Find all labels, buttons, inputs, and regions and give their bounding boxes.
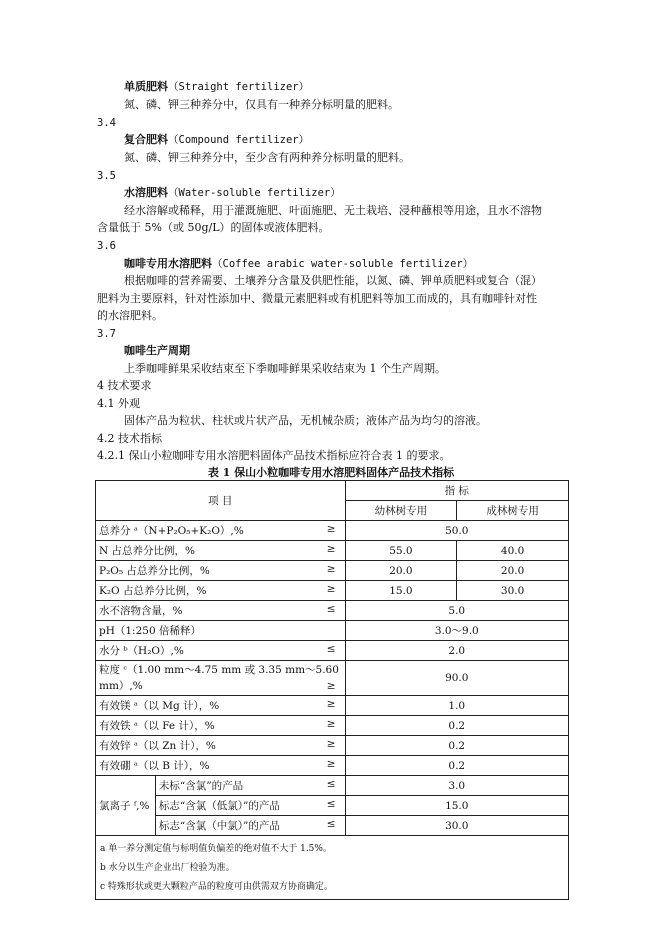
table-row <box>96 696 569 716</box>
row-value: 3.0～9.0 <box>345 621 568 641</box>
row-value: 30.0 <box>345 816 568 836</box>
row-symbol: ≥ <box>326 523 336 535</box>
row-label: 未标“含氯”的产品 <box>158 780 244 792</box>
term-definition-line: 含量低于 5%（或 50g/L）的固体或液体肥料。 <box>97 221 330 234</box>
table-row <box>96 521 569 541</box>
row-symbol: ≥ <box>326 738 336 750</box>
row-value-mature: 40.0 <box>457 541 569 561</box>
section-text: 4.2.1 保山小粒咖啡专用水溶肥料固体产品技术指标应符合表 1 的要求。 <box>97 449 451 462</box>
row-value-young: 20.0 <box>345 561 457 581</box>
row-value: 0.2 <box>345 736 568 756</box>
term-number: 3.4 <box>97 117 116 129</box>
term-heading: 咖啡生产周期 <box>124 344 190 357</box>
table-row <box>96 756 569 776</box>
row-symbol: ≤ <box>326 603 336 615</box>
row-symbol: ≥ <box>326 698 336 710</box>
section-heading: 4.1 外观 <box>97 397 140 410</box>
row-symbol: ≥ <box>326 718 336 730</box>
term-definition: 氮、磷、钾三种养分中，至少含有两种养分标明量的肥料。 <box>124 151 410 164</box>
row-label: P₂O₅ 占总养分比例，% <box>99 565 210 577</box>
term-definition-line: 肥料为主要原料，针对性添加中、微量元素肥料或有机肥料等加工而成的，具有咖啡针对性 <box>97 292 537 305</box>
table-row <box>96 621 569 641</box>
term-definition: 氮、磷、钾三种养分中，仅具有一种养分标明量的肥料。 <box>124 98 399 111</box>
row-value-mature: 20.0 <box>457 561 569 581</box>
row-value: 50.0 <box>345 521 568 541</box>
term-number: 3.6 <box>97 240 116 252</box>
term-definition-line: 根据咖啡的营养需要、土壤养分含量及供肥性能，以氮、磷、钾单质肥料或复合（混） <box>124 274 542 287</box>
row-value: 1.0 <box>345 696 568 716</box>
row-label: 水分 ᵇ（H₂O）,% <box>99 645 184 657</box>
row-symbol: ≥ <box>326 680 336 692</box>
table-row <box>96 776 569 796</box>
table-row <box>96 661 569 696</box>
row-label: 标志“含氯（中氯）”的产品 <box>158 820 280 832</box>
term-heading: 咖啡专用水溶肥料（Coffee arabic water-soluble fertilizer） <box>124 257 474 270</box>
row-symbol: ≥ <box>326 543 336 555</box>
header-mature: 成林树专用 <box>457 501 569 521</box>
row-symbol: ≥ <box>326 758 336 770</box>
spec-table <box>95 480 569 900</box>
section-heading: 4 技术要求 <box>97 379 152 392</box>
row-label: 有效铁 ᵃ（以 Fe 计），% <box>99 720 215 732</box>
row-value: 15.0 <box>345 796 568 816</box>
table-row <box>96 716 569 736</box>
term-heading: 水溶肥料（Water-soluble fertilizer） <box>124 186 341 199</box>
term-definition-line: 经水溶解或稀释，用于灌溉施肥、叶面施肥、无土栽培、浸种蘸根等用途，且水不溶物 <box>124 204 542 217</box>
footnote: c 特殊形状或更大颗粒产品的粒度可由供需双方协商确定。 <box>100 882 333 892</box>
header-index: 指 标 <box>345 481 568 501</box>
chlorine-label: 氯离子 ᶠ,% <box>96 776 156 836</box>
term-definition: 上季咖啡鲜果采收结束至下季咖啡鲜果采收结束为 1 个生产周期。 <box>124 362 446 375</box>
row-value: 5.0 <box>345 601 568 621</box>
footnote: a 单一养分测定值与标明值负偏差的绝对值不大于 1.5%。 <box>100 844 332 854</box>
row-label: 有效锌 ᵃ（以 Zn 计），% <box>99 740 216 752</box>
row-label: pH（1:250 倍稀释） <box>99 625 201 637</box>
header-item: 项 目 <box>96 481 346 521</box>
row-value: 2.0 <box>345 641 568 661</box>
term-number: 3.5 <box>97 170 116 182</box>
row-value-young: 15.0 <box>345 581 457 601</box>
table-row <box>96 581 569 601</box>
row-label: 粒度 ᶜ（1.00 mm～4.75 mm 或 3.35 mm～5.60 <box>99 664 339 676</box>
row-value-young: 55.0 <box>345 541 457 561</box>
term-heading: 单质肥料（Straight fertilizer） <box>124 80 310 93</box>
table-caption: 表 1 保山小粒咖啡专用水溶肥料固体产品技术指标 <box>207 466 455 479</box>
table-row <box>96 541 569 561</box>
row-symbol: ≤ <box>326 778 336 790</box>
table-footnotes <box>96 836 569 900</box>
section-text: 固体产品为粒状、柱状或片状产品，无机械杂质；液体产品为均匀的溶液。 <box>124 414 487 427</box>
row-label: K₂O 占总养分比例，% <box>99 585 207 597</box>
row-label: 有效镁 ᵃ（以 Mg 计），% <box>99 700 220 712</box>
row-value: 0.2 <box>345 716 568 736</box>
term-definition-line: 的水溶肥料。 <box>97 309 163 322</box>
table-row <box>96 796 569 816</box>
row-label: 标志“含氯（低氯）”的产品 <box>158 800 280 812</box>
row-label: 水不溶物含量，% <box>99 605 183 617</box>
table-row <box>96 641 569 661</box>
row-label: N 占总养分比例，% <box>99 545 196 557</box>
row-symbol: ≤ <box>326 643 336 655</box>
row-label: 有效硼 ᵃ（以 B 计），% <box>99 760 210 772</box>
row-symbol: ≥ <box>326 563 336 575</box>
row-label: 总养分 ᵃ（N+P₂O₅+K₂O）,% <box>99 525 244 537</box>
row-symbol: ≤ <box>326 818 336 830</box>
term-number: 3.7 <box>97 328 116 340</box>
footnote: b 水分以生产企业出厂检验为准。 <box>100 863 235 873</box>
term-heading: 复合肥料（Compound fertilizer） <box>124 133 310 146</box>
table-row <box>96 601 569 621</box>
row-symbol: ≥ <box>326 583 336 595</box>
row-value: 0.2 <box>345 756 568 776</box>
table-row <box>96 816 569 836</box>
row-value-mature: 30.0 <box>457 581 569 601</box>
section-heading: 4.2 技术指标 <box>97 432 162 445</box>
table-row <box>96 561 569 581</box>
table-row <box>96 736 569 756</box>
header-young: 幼林树专用 <box>345 501 457 521</box>
row-symbol: ≤ <box>326 798 336 810</box>
row-value: 90.0 <box>345 661 568 696</box>
row-value: 3.0 <box>345 776 568 796</box>
row-label-cont: mm）,% <box>99 680 143 692</box>
